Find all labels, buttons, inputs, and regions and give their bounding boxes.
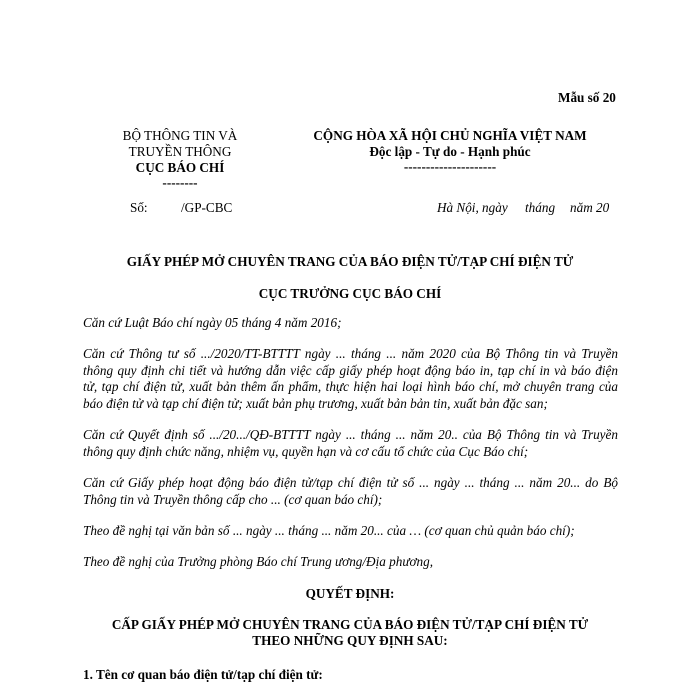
doc-number-suffix: /GP-CBC [181,200,233,215]
authority-title: CỤC TRƯỞNG CỤC BÁO CHÍ [258,286,442,301]
right-header [300,128,600,174]
legal-basis-line: Căn cứ Giấy phép hoạt động báo điện tử/tạp chí điện tử số ... ngày ... tháng ... năm 20... do Bộ [83,475,618,490]
left-header-divider: -------- [162,175,198,190]
place-date-month: tháng [525,200,556,215]
doc-number-label: Số: [130,200,148,215]
legal-basis-line: Thông tin và Truyền thông cấp cho ... (cơ quan báo chí); [83,491,383,507]
legal-basis-3 [83,427,618,460]
legal-basis-5 [83,523,618,540]
legal-basis-line: Căn cứ Quyết định số .../20.../QĐ-BTTTT ngày ... tháng ... năm 20.. của Bộ Thông tin và Truyền [83,427,618,442]
legal-basis-6 [83,554,618,571]
place-date-year: năm 20 [570,200,610,215]
legal-basis-4 [83,475,618,508]
motto: Độc lập - Tự do - Hạnh phúc [369,144,531,159]
legal-basis-line: thông quy định chi tiết và hướng dẫn việc cấp giấy phép hoạt động báo in, tạp chí in và báo điện [83,362,618,378]
decision-title-line1: CẤP GIẤY PHÉP MỞ CHUYÊN TRANG CỦA BÁO ĐIỆN TỬ/TẠP CHÍ ĐIỆN TỬ [111,617,589,632]
section-1-heading: 1. Tên cơ quan báo điện tử/tạp chí điện tử: [83,667,323,682]
place-date-city: Hà Nội, ngày [437,200,508,215]
country-name: CỘNG HÒA XÃ HỘI CHỦ NGHĨA VIỆT NAM [313,128,587,143]
legal-basis-1 [83,315,618,332]
legal-basis-line: Theo đề nghị tại văn bản số ... ngày ... tháng ... năm 20... của … (cơ quan chủ quản báo chí); [83,523,575,538]
document-title: GIẤY PHÉP MỞ CHUYÊN TRANG CỦA BÁO ĐIỆN TỬ/TẠP CHÍ ĐIỆN TỬ [126,254,574,269]
left-header [100,128,260,190]
legal-basis-line: Căn cứ Thông tư số .../2020/TT-BTTTT ngày ... tháng ... năm 2020 của Bộ Thông tin và Truyền [83,346,618,361]
legal-basis-line: báo điện tử và tạp chí điện tử; xuất bản phụ trương, xuất bản bản tin, xuất bản đặc san; [83,395,548,411]
agency-name: CỤC BÁO CHÍ [135,160,225,175]
ministry-name-line2: TRUYỀN THÔNG [128,144,232,159]
legal-basis-2 [83,346,618,412]
legal-basis-line: tử, tạp chí điện tử, xuất bản thêm ấn phẩm, thực hiện hai loại hình báo chí, mở chuyên trang của [83,379,618,394]
ministry-name-line1: BỘ THÔNG TIN VÀ [122,128,238,143]
legal-basis-line: Theo đề nghị của Trưởng phòng Báo chí Trung ương/Địa phương, [83,554,434,569]
legal-basis-line: thông quy định chức năng, nhiệm vụ, quyền hạn và cơ cấu tổ chức của Cục Báo chí; [83,443,529,459]
decision-heading: QUYẾT ĐỊNH: [305,586,395,601]
legal-basis-line: Căn cứ Luật Báo chí ngày 05 tháng 4 năm 2016; [83,315,342,330]
decision-title-line2: THEO NHỮNG QUY ĐỊNH SAU: [252,633,448,648]
right-header-divider: --------------------- [403,159,497,174]
form-number: Mẫu số 20 [558,90,616,105]
